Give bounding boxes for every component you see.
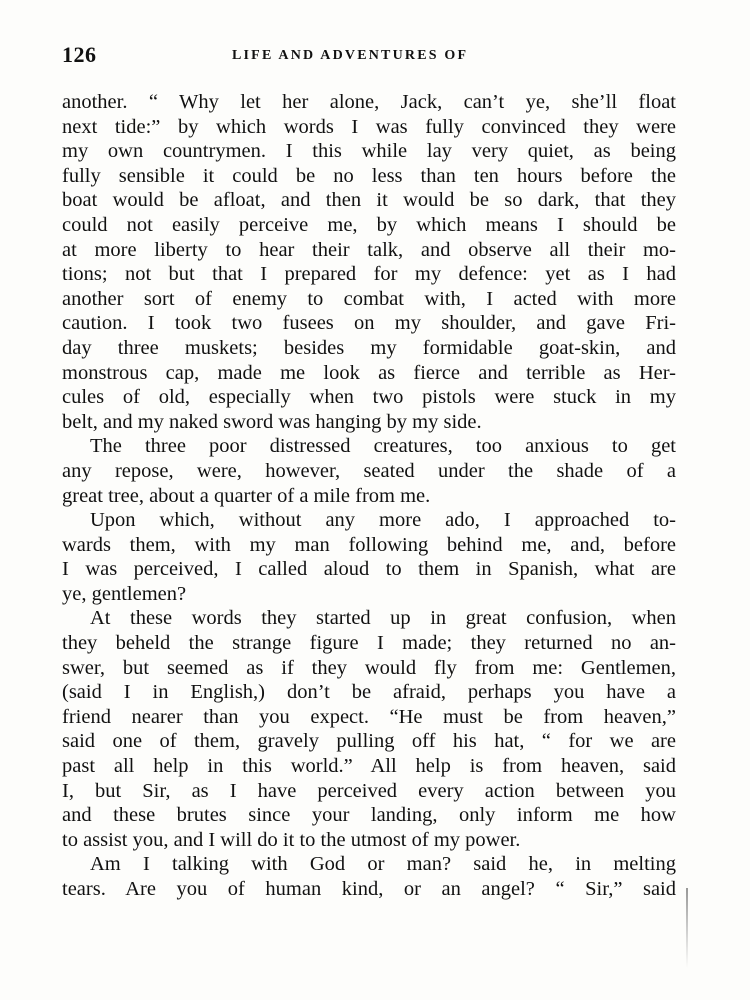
text-line: any repose, were, however, seated under the shade of a xyxy=(62,459,676,482)
text-line: caution. I took two fusees on my shoulder, and gave Fri- xyxy=(62,312,676,335)
text-line: I, but Sir, as I have perceived every action between you xyxy=(62,779,676,802)
text-line: past all help in this world.” All help is from heaven, said xyxy=(62,755,676,778)
text-line: and these brutes since your landing, only inform me how xyxy=(62,804,676,827)
text-line: cules of old, especially when two pistols were stuck in my xyxy=(62,386,676,409)
text-line: tions; not but that I prepared for my defence: yet as I had xyxy=(62,263,676,286)
text-line: Upon which, without any more ado, I approached to- xyxy=(90,509,676,532)
text-line: great tree, about a quarter of a mile from me. xyxy=(62,484,431,507)
text-line: wards them, with my man following behind me, and, before xyxy=(62,533,676,556)
text-line: boat would be afloat, and then it would be so dark, that they xyxy=(62,189,676,212)
page-number: 126 xyxy=(62,42,97,67)
text-line: Am I talking with God or man? said he, in melting xyxy=(90,853,676,876)
text-line: they beheld the strange figure I made; they returned no an- xyxy=(62,632,676,655)
text-line: another. “ Why let her alone, Jack, can’t ye, she’ll float xyxy=(62,91,676,113)
text-line: next tide:” by which words I was fully convinced they were xyxy=(62,115,676,138)
text-line: I was perceived, I called aloud to them in Spanish, what are xyxy=(62,558,676,581)
body-text xyxy=(62,90,676,902)
text-line: The three poor distressed creatures, too anxious to get xyxy=(90,435,676,458)
text-line: day three muskets; besides my formidable goat-skin, and xyxy=(62,336,676,359)
text-line: monstrous cap, made me look as fierce and terrible as Her- xyxy=(62,361,676,384)
text-line: my own countrymen. I this while lay very quiet, as being xyxy=(62,140,676,163)
text-line: fully sensible it could be no less than ten hours before the xyxy=(62,164,676,187)
text-line: another sort of enemy to combat with, I acted with more xyxy=(62,287,676,310)
page-header xyxy=(62,42,682,72)
text-line: swer, but seemed as if they would fly from me: Gentlemen, xyxy=(62,656,676,679)
text-line: friend nearer than you expect. “He must be from heaven,” xyxy=(62,705,676,728)
text-line: to assist you, and I will do it to the utmost of my power. xyxy=(62,828,521,851)
text-line: At these words they started up in great confusion, when xyxy=(90,607,676,630)
text-line: (said I in English,) don’t be afraid, perhaps you have a xyxy=(62,681,676,704)
text-line: could not easily perceive me, by which means I should be xyxy=(62,213,676,236)
text-line: ye, gentlemen? xyxy=(62,582,187,605)
text-line: tears. Are you of human kind, or an angel? “ Sir,” said xyxy=(62,878,676,900)
page-edge-mark xyxy=(686,888,688,968)
running-head: LIFE AND ADVENTURES OF xyxy=(232,48,469,63)
text-line: said one of them, gravely pulling off his hat, “ for we are xyxy=(62,730,676,753)
text-line: at more liberty to hear their talk, and observe all their mo- xyxy=(62,238,676,261)
text-line: belt, and my naked sword was hanging by my side. xyxy=(62,410,482,433)
